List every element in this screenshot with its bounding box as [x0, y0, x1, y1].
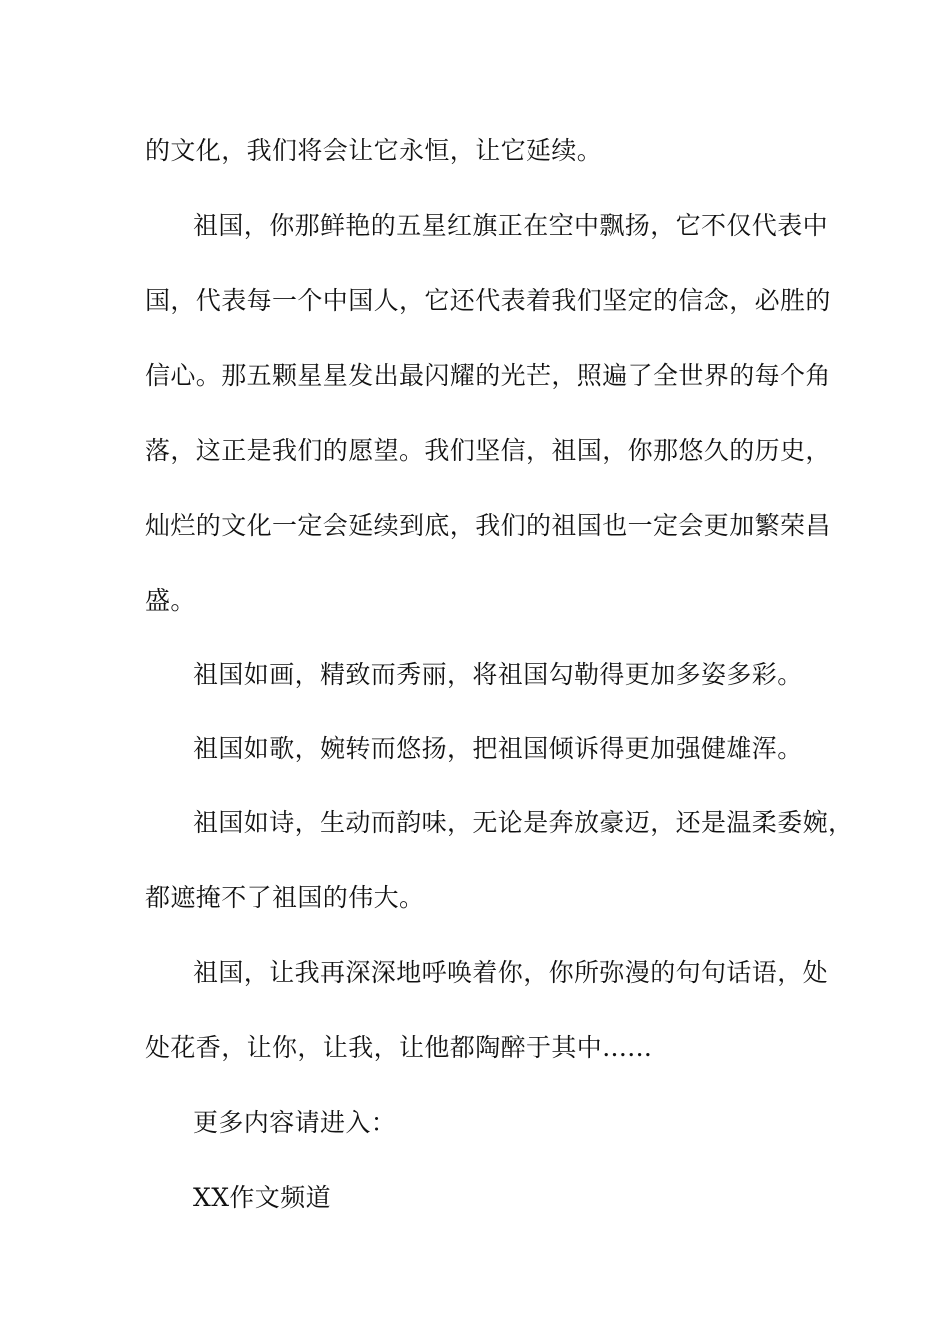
paragraph-line: 的文化，我们将会让它永恒，让它延续。	[145, 136, 603, 165]
paragraph-line: 处花香，让你，让我，让他都陶醉于其中......	[145, 1033, 653, 1062]
paragraph-line: 国，代表每一个中国人，它还代表着我们坚定的信念，必胜的	[145, 286, 831, 315]
paragraph-line: 祖国，让我再深深地呼唤着你，你所弥漫的句句话语，处	[193, 958, 829, 987]
paragraph-line: 都遮掩不了祖国的伟大。	[145, 883, 425, 912]
paragraph-line: 祖国如歌，婉转而悠扬，把祖国倾诉得更加强健雄浑。	[193, 734, 803, 763]
paragraph-line: 落，这正是我们的愿望。我们坚信，祖国，你那悠久的历史，	[145, 436, 831, 465]
paragraph-line: 祖国，你那鲜艳的五星红旗正在空中飘扬，它不仅代表中	[193, 211, 829, 240]
paragraph-line: 盛。	[145, 586, 196, 615]
paragraph-line: 灿烂的文化一定会延续到底，我们的祖国也一定会更加繁荣昌	[145, 511, 831, 540]
more-content-label: 更多内容请进入：	[193, 1108, 397, 1137]
paragraph-line: 信心。那五颗星星发出最闪耀的光芒，照遍了全世界的每个角	[145, 361, 831, 390]
paragraph-line: 祖国如诗，生动而韵味，无论是奔放豪迈，还是温柔委婉，	[193, 808, 854, 837]
channel-link-text: XX作文频道	[193, 1183, 331, 1212]
paragraph-line: 祖国如画，精致而秀丽，将祖国勾勒得更加多姿多彩。	[193, 660, 803, 689]
